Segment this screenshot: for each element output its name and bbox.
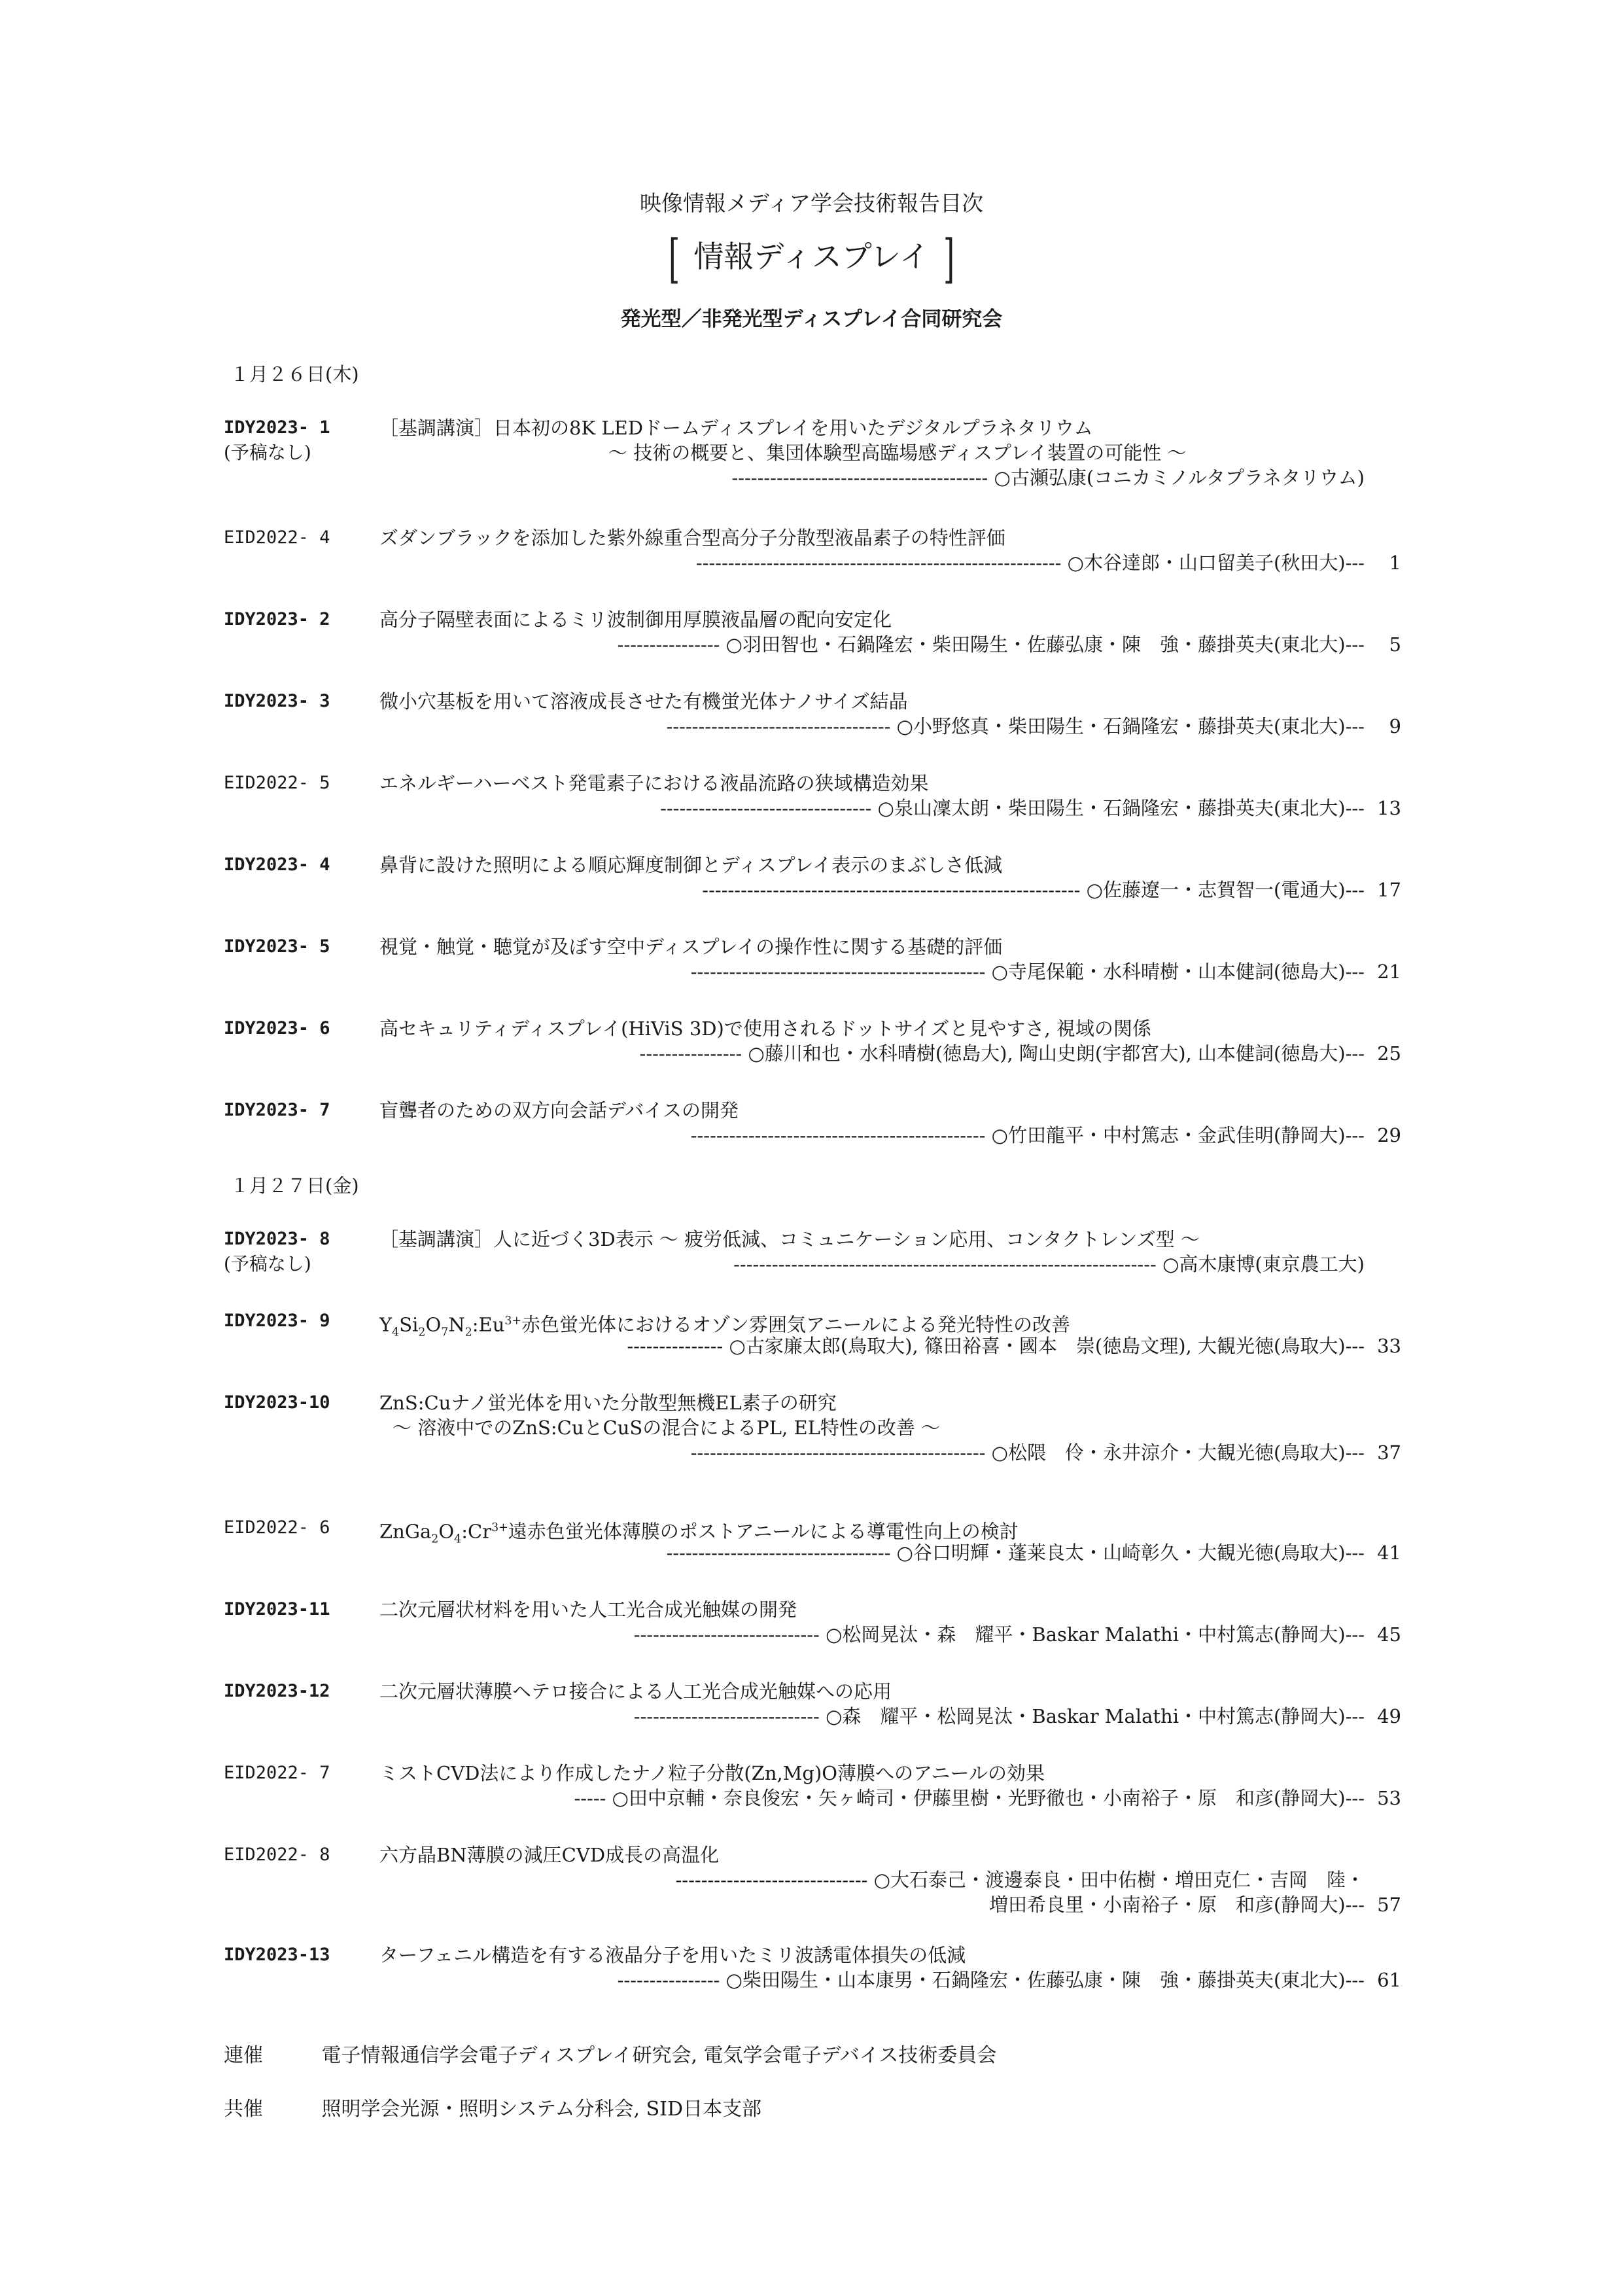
paper-authors: ○柴田陽生・山本康男・石鍋隆宏・佐藤弘康・陳 強・藤掛英夫(東北大)---	[725, 1969, 1365, 1991]
paper-authors: ○森 耀平・松岡晃汰・Baskar Malathi・中村篤志(静岡大)---	[826, 1705, 1365, 1727]
leader-dashes: ------------------------------	[675, 1869, 868, 1891]
paper-authors: ○木谷達郎・山口留美子(秋田大)---	[1067, 552, 1365, 574]
co-organizer-text: 電子情報通信学会電子ディスプレイ研究会, 電気学会電子デバイス技術委員会	[321, 2044, 997, 2067]
toc-entry	[224, 1679, 1401, 1729]
paper-authors: ○古瀬弘康(コニカミノルタプラネタリウム)	[994, 467, 1365, 489]
page-number: 53	[1377, 1787, 1401, 1809]
left-bracket-icon: [	[668, 228, 680, 289]
authors-line	[407, 1622, 1365, 1647]
day-heading: １月２６日(木)	[230, 363, 359, 385]
toc-entry	[224, 853, 1401, 902]
authors-line	[407, 1440, 1365, 1465]
paper-number: IDY2023- 4	[224, 855, 330, 875]
page-number: 33	[1377, 1335, 1401, 1357]
authors-line	[407, 1333, 1365, 1358]
authors-line	[407, 1968, 1365, 1992]
leader-dashes: -----------------------------	[633, 1623, 820, 1646]
toc-entry	[224, 415, 1401, 490]
leader-dashes: ----------------------------------------------	[690, 1124, 986, 1146]
paper-authors: ○大石泰己・渡邊泰良・田中佑樹・増田克仁・吉岡 陸・	[873, 1869, 1365, 1891]
paper-title: ZnS:Cuナノ蛍光体を用いた分散型無機EL素子の研究	[379, 1392, 837, 1414]
toc-entry	[224, 934, 1401, 984]
authors-line	[407, 1786, 1365, 1810]
paper-title: ［基調講演］日本初の8K LEDドームディスプレイを用いたデジタルプラネタリウム	[379, 417, 1093, 439]
paper-number: IDY2023- 5	[224, 936, 330, 957]
paper-number: EID2022- 8	[224, 1845, 330, 1865]
paper-title: 鼻背に設けた照明による順応輝度制御とディスプレイ表示のまぶしさ低減	[379, 854, 1003, 876]
paper-title: $Y_4Si_2O_7N_2:Eu^{3+}$赤色蛍光体におけるオゾン雰囲気アニールによる発光特性の改善	[379, 1313, 1071, 1339]
toc-entry	[224, 771, 1401, 821]
paper-authors: ○松岡晃汰・森 耀平・Baskar Malathi・中村篤志(静岡大)---	[826, 1623, 1365, 1646]
leader-dashes: ---------------------------------	[660, 797, 872, 819]
page-number: 21	[1377, 961, 1401, 983]
right-bracket-icon: ]	[943, 228, 955, 289]
paper-number: IDY2023- 2	[224, 609, 330, 629]
paper-number: IDY2023-12	[224, 1681, 330, 1701]
leader-dashes: ----------------	[639, 1042, 742, 1065]
toc-entry	[224, 689, 1401, 739]
paper-number: EID2022- 5	[224, 773, 330, 793]
paper-subtitle: ～ 溶液中でのZnS:CuとCuSの混合によるPL, EL特性の改善 ～	[393, 1417, 941, 1439]
paper-number: IDY2023-13	[224, 1945, 330, 1965]
co-organizer-line	[224, 2039, 996, 2068]
paper-title: ミストCVD法により作成したナノ粒子分散(Zn,Mg)O薄膜へのアニールの効果	[379, 1762, 1045, 1784]
leader-dashes: -----------------------------------	[666, 1542, 891, 1564]
no-manuscript-note: (予稿なし)	[224, 442, 311, 463]
paper-number: EID2022- 4	[224, 527, 330, 548]
toc-entry	[224, 1597, 1401, 1647]
authors-line	[407, 550, 1365, 575]
leader-dashes: -----------------------------------------------------------	[702, 879, 1081, 901]
paper-authors: ○寺尾保範・水科晴樹・山本健詞(徳島大)---	[991, 961, 1365, 983]
authors-line	[407, 1540, 1365, 1565]
co-sponsor-text: 照明学会光源・照明システム分科会, SID日本支部	[321, 2098, 762, 2121]
paper-number: IDY2023- 8	[224, 1229, 330, 1249]
leader-dashes: ----------------------------------------------	[690, 1441, 986, 1464]
leader-dashes: ----------------	[617, 1969, 720, 1991]
paper-number: IDY2023- 1	[224, 417, 330, 438]
paper-authors: ○竹田龍平・中村篤志・金武佳明(静岡大)---	[991, 1124, 1365, 1146]
paper-number: IDY2023-10	[224, 1392, 330, 1413]
page-number: 37	[1377, 1441, 1401, 1464]
paper-title: 視覚・触覚・聴覚が及ぼす空中ディスプレイの操作性に関する基礎的評価	[379, 936, 1003, 958]
authors-line	[407, 465, 1365, 490]
page-number: 57	[1377, 1894, 1401, 1916]
paper-title: 六方晶BN薄膜の減圧CVD成長の高温化	[379, 1844, 720, 1866]
co-organizer-label: 連催	[224, 2044, 263, 2067]
paper-authors: ○谷口明輝・蓬莱良太・山崎彰久・大観光徳(鳥取大)---	[896, 1542, 1365, 1564]
paper-number: IDY2023- 9	[224, 1311, 330, 1331]
toc-entry	[224, 1761, 1401, 1810]
leader-dashes: ----------------	[617, 633, 720, 656]
toc-entry	[224, 1843, 1401, 1917]
authors-line	[407, 1704, 1365, 1729]
leader-dashes: -----------------------------------	[666, 715, 891, 737]
paper-number: IDY2023-11	[224, 1599, 330, 1619]
page-number: 1	[1389, 552, 1401, 574]
co-sponsor-line	[224, 2093, 761, 2121]
paper-authors: ○佐藤遼一・志賀智一(電通大)---	[1086, 879, 1365, 901]
toc-entry	[224, 607, 1401, 657]
paper-number: IDY2023- 7	[224, 1100, 330, 1120]
page-number: 41	[1377, 1542, 1401, 1564]
no-manuscript-note: (予稿なし)	[224, 1253, 311, 1275]
authors-line	[407, 1041, 1365, 1066]
page-number: 49	[1377, 1705, 1401, 1727]
authors-line	[407, 632, 1365, 657]
meeting-title: 発光型／非発光型ディスプレイ合同研究会	[620, 308, 1003, 331]
paper-number: IDY2023- 6	[224, 1018, 330, 1038]
paper-authors: ○小野悠真・柴田陽生・石鍋隆宏・藤掛英夫(東北大)---	[896, 715, 1365, 737]
paper-title: ［基調講演］人に近づく3D表示 ～ 疲労低減、コミュニケーション応用、コンタクトレンズ型 ～	[379, 1228, 1200, 1250]
category-title-text: 情報ディスプレイ	[693, 239, 930, 274]
leader-dashes: ----------------------------------------	[731, 467, 988, 489]
leader-dashes: ------------------------------------------------------------------	[733, 1253, 1157, 1275]
toc-entry	[224, 1098, 1401, 1148]
paper-title: 二次元層状薄膜ヘテロ接合による人工光合成光触媒への応用	[379, 1680, 892, 1703]
paper-authors-continued: 増田希良里・小南裕子・原 和彦(静岡大)---	[988, 1894, 1365, 1916]
paper-title: 盲聾者のための双方向会話デバイスの開発	[379, 1099, 739, 1122]
paper-authors: ○藤川和也・水科晴樹(徳島大), 陶山史朗(宇都宮大), 山本健詞(徳島大)---	[748, 1042, 1365, 1065]
toc-entry	[224, 1515, 1401, 1565]
paper-title: ターフェニル構造を有する液晶分子を用いたミリ波誘電体損失の低減	[379, 1944, 966, 1966]
authors-line	[407, 1252, 1365, 1277]
leader-dashes: ---------------	[627, 1335, 724, 1357]
paper-number: EID2022- 7	[224, 1763, 330, 1783]
authors-line	[407, 1123, 1365, 1148]
leader-dashes: -----------------------------	[633, 1705, 820, 1727]
co-sponsor-label: 共催	[224, 2098, 263, 2121]
page-number: 17	[1377, 879, 1401, 901]
authors-line	[407, 877, 1365, 902]
leader-dashes: -----	[574, 1787, 606, 1809]
paper-authors: ○古家廉太郎(鳥取大), 篠田裕喜・國本 崇(徳島文理), 大観光徳(鳥取大)---	[729, 1335, 1365, 1357]
paper-title: エネルギーハーベスト発電素子における液晶流路の狭域構造効果	[379, 772, 929, 794]
paper-authors: ○松隈 伶・永井涼介・大観光徳(鳥取大)---	[991, 1441, 1365, 1464]
paper-authors: ○高木康博(東京農工大)	[1162, 1253, 1365, 1275]
page-number: 5	[1389, 633, 1401, 656]
page-number: 45	[1377, 1623, 1401, 1646]
toc-entry	[224, 1309, 1401, 1358]
authors-line	[407, 1867, 1365, 1892]
toc-entry	[224, 525, 1401, 575]
toc-entry	[224, 1227, 1401, 1277]
toc-entry	[224, 1016, 1401, 1066]
authors-line	[407, 959, 1365, 984]
paper-title: 二次元層状材料を用いた人工光合成光触媒の開発	[379, 1598, 797, 1621]
authors-line	[407, 796, 1365, 821]
page-number: 13	[1377, 797, 1401, 819]
toc-entry	[224, 1390, 1401, 1465]
leader-dashes: ---------------------------------------------------------	[695, 552, 1062, 574]
page-number: 29	[1377, 1124, 1401, 1146]
authors-line	[407, 714, 1365, 739]
paper-title: 高分子隔壁表面によるミリ波制御用厚膜液晶層の配向安定化	[379, 609, 892, 631]
paper-subtitle: ～ 技術の概要と、集団体験型高臨場感ディスプレイ装置の可能性 ～	[608, 442, 1187, 464]
paper-title: ズダンブラックを添加した紫外線重合型高分子分散型液晶素子の特性評価	[379, 527, 1005, 549]
paper-authors: ○羽田智也・石鍋隆宏・柴田陽生・佐藤弘康・陳 強・藤掛英夫(東北大)---	[725, 633, 1365, 656]
paper-number: EID2022- 6	[224, 1517, 330, 1538]
category-title	[0, 228, 1623, 289]
paper-authors: ○泉山凜太朗・柴田陽生・石鍋隆宏・藤掛英夫(東北大)---	[877, 797, 1365, 819]
paper-title: 微小穴基板を用いて溶液成長させた有機蛍光体ナノサイズ結晶	[379, 690, 908, 713]
toc-entry	[224, 1943, 1401, 1992]
paper-authors: ○田中京輔・奈良俊宏・矢ヶ崎司・伊藤里樹・光野徹也・小南裕子・原 和彦(静岡大)---	[612, 1787, 1365, 1809]
page-number: 9	[1389, 715, 1401, 737]
paper-title: 高セキュリティディスプレイ(HiViS 3D)で使用されるドットサイズと見やすさ, 視域の関係	[379, 1017, 1151, 1040]
page-number: 61	[1377, 1969, 1401, 1991]
report-header: 映像情報メディア学会技術報告目次	[639, 190, 984, 216]
paper-title: $ZnGa_2O_4:Cr^{3+}$遠赤色蛍光体薄膜のポストアニールによる導電性向上の検討	[379, 1520, 1019, 1546]
paper-number: IDY2023- 3	[224, 691, 330, 711]
leader-dashes: ----------------------------------------------	[690, 961, 986, 983]
page-number: 25	[1377, 1042, 1401, 1065]
day-heading: １月２７日(金)	[230, 1174, 359, 1197]
